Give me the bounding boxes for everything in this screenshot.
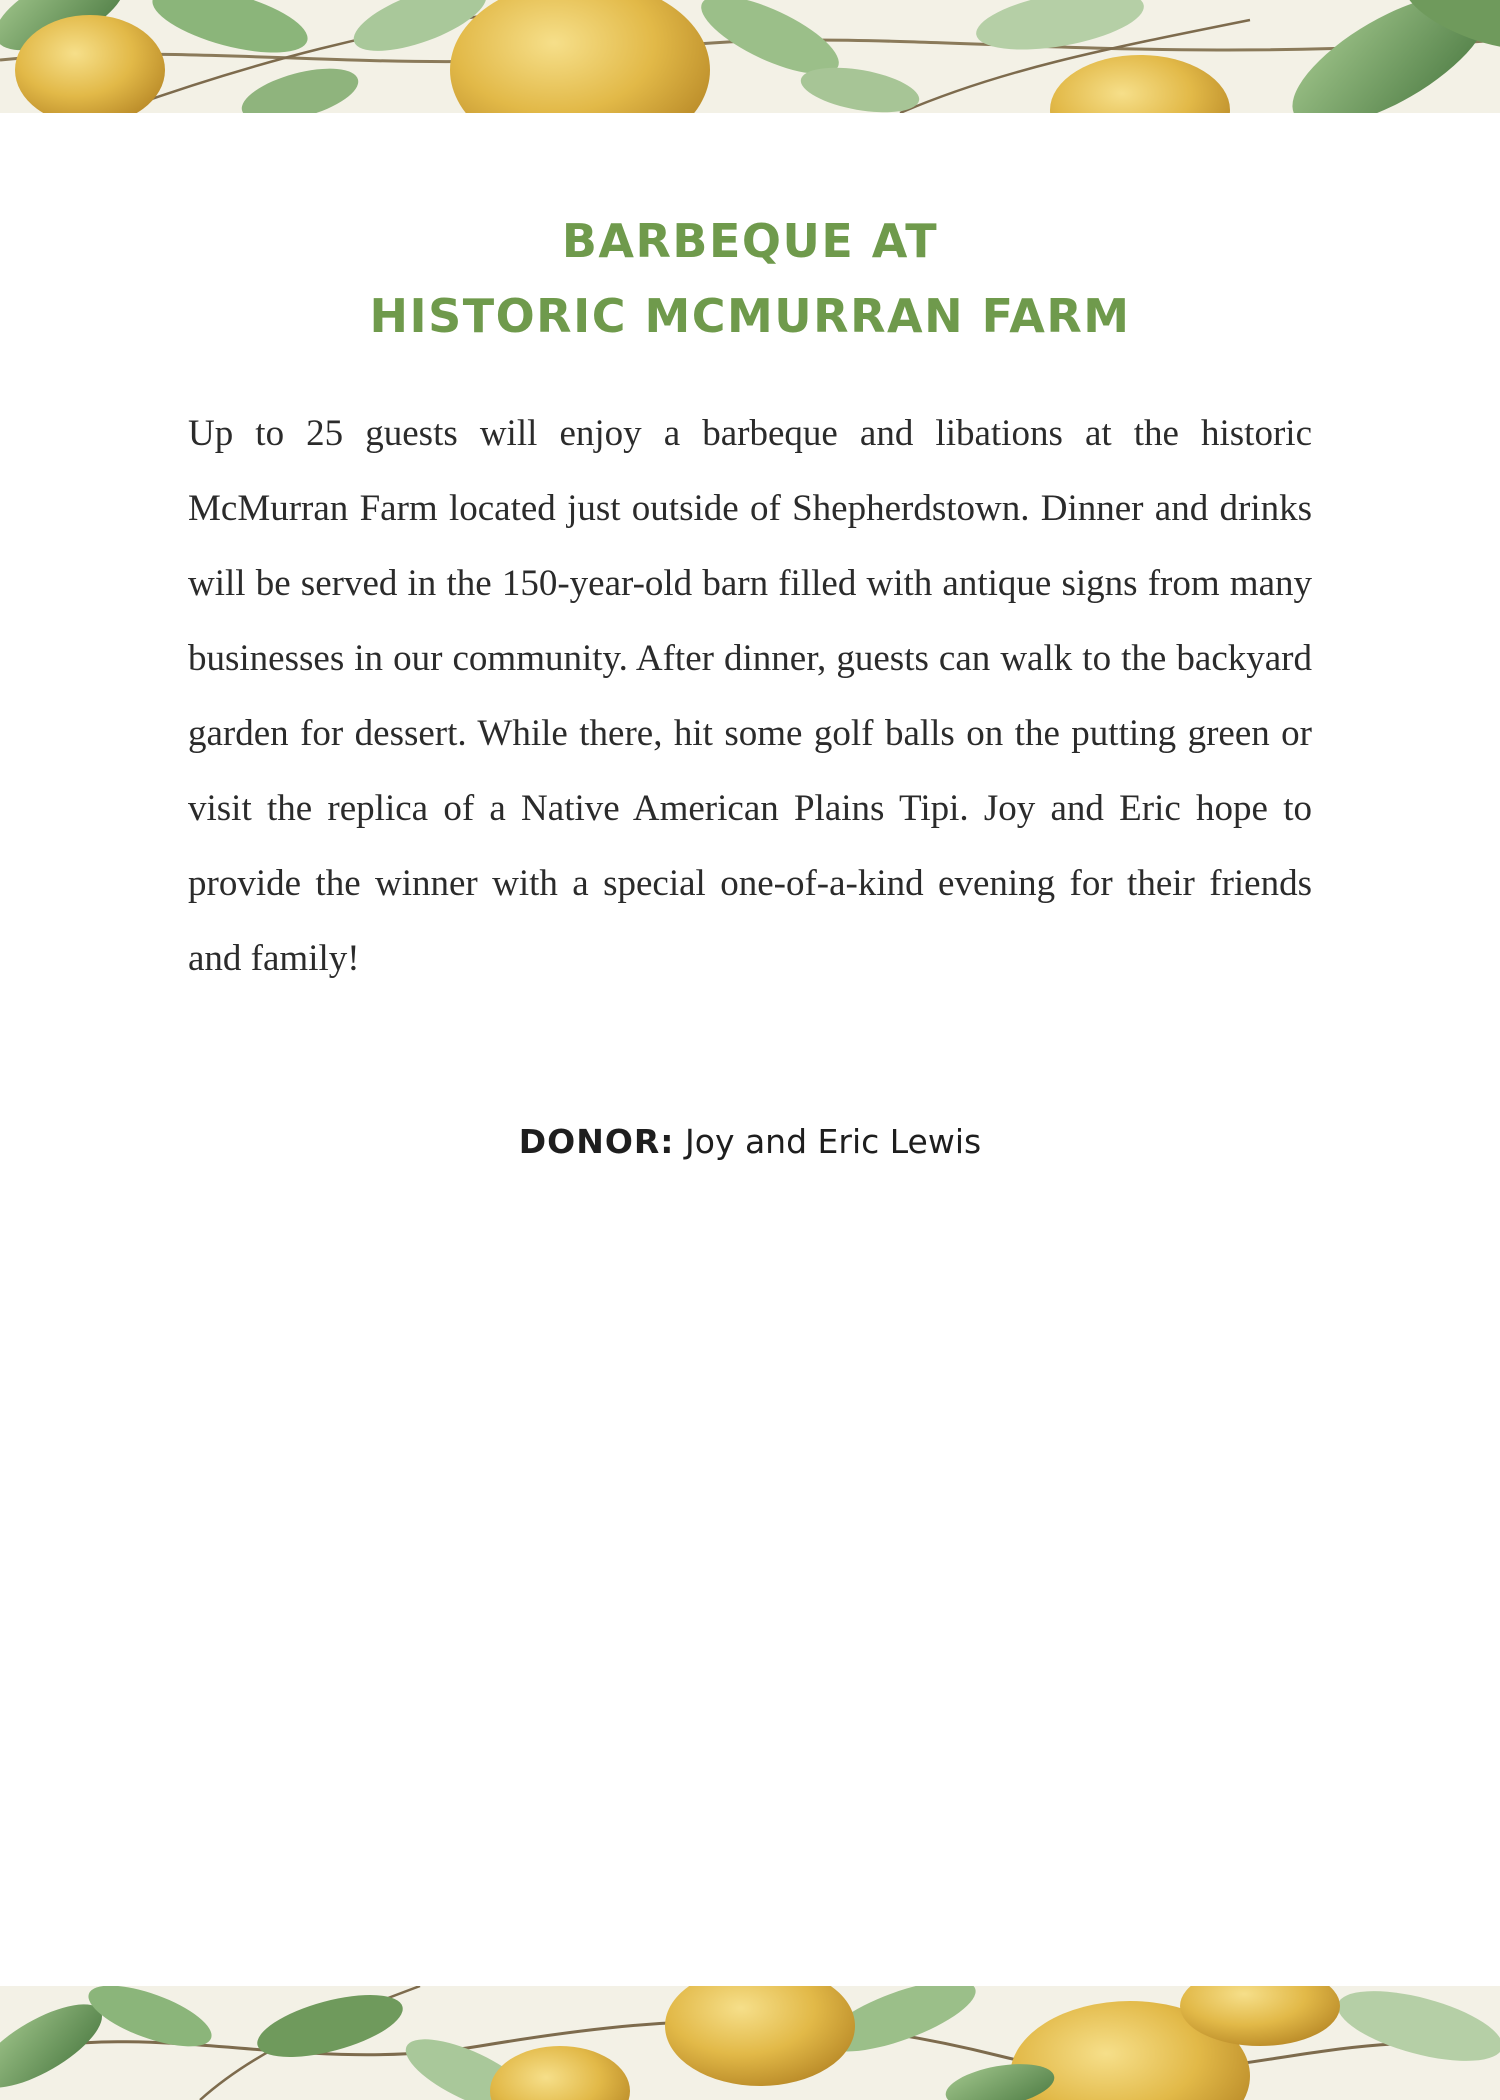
lemon-leaf-illustration (0, 1986, 1500, 2100)
item-title-line-2: HISTORIC MCMURRAN FARM (369, 289, 1131, 343)
donor-name: Joy and Eric Lewis (685, 1122, 982, 1161)
bottom-lemon-leaf-banner (0, 1986, 1500, 2100)
item-title-line-1: BARBEQUE AT (561, 214, 939, 268)
item-description: Up to 25 guests will enjoy a barbeque and libations at the historic McMurran Farm located just outside of Shepherdstown. Dinner and drinks will be served in the 150-year-old barn filled with antique signs from many businesses in our community. After dinner, guests can walk to the backyard garden for dessert. While there, hit some golf balls on the putting green or visit the replica of a Native American Plains Tipi. Joy and Eric hope to provide the winner with a special one-of-a-kind evening for their friends and family! (188, 413, 1312, 979)
lemon-leaf-illustration (0, 0, 1500, 113)
donor-label: DONOR: (518, 1122, 675, 1161)
item-title (188, 204, 1312, 354)
donor-credit (188, 1122, 1312, 1161)
top-lemon-leaf-banner (0, 0, 1500, 113)
